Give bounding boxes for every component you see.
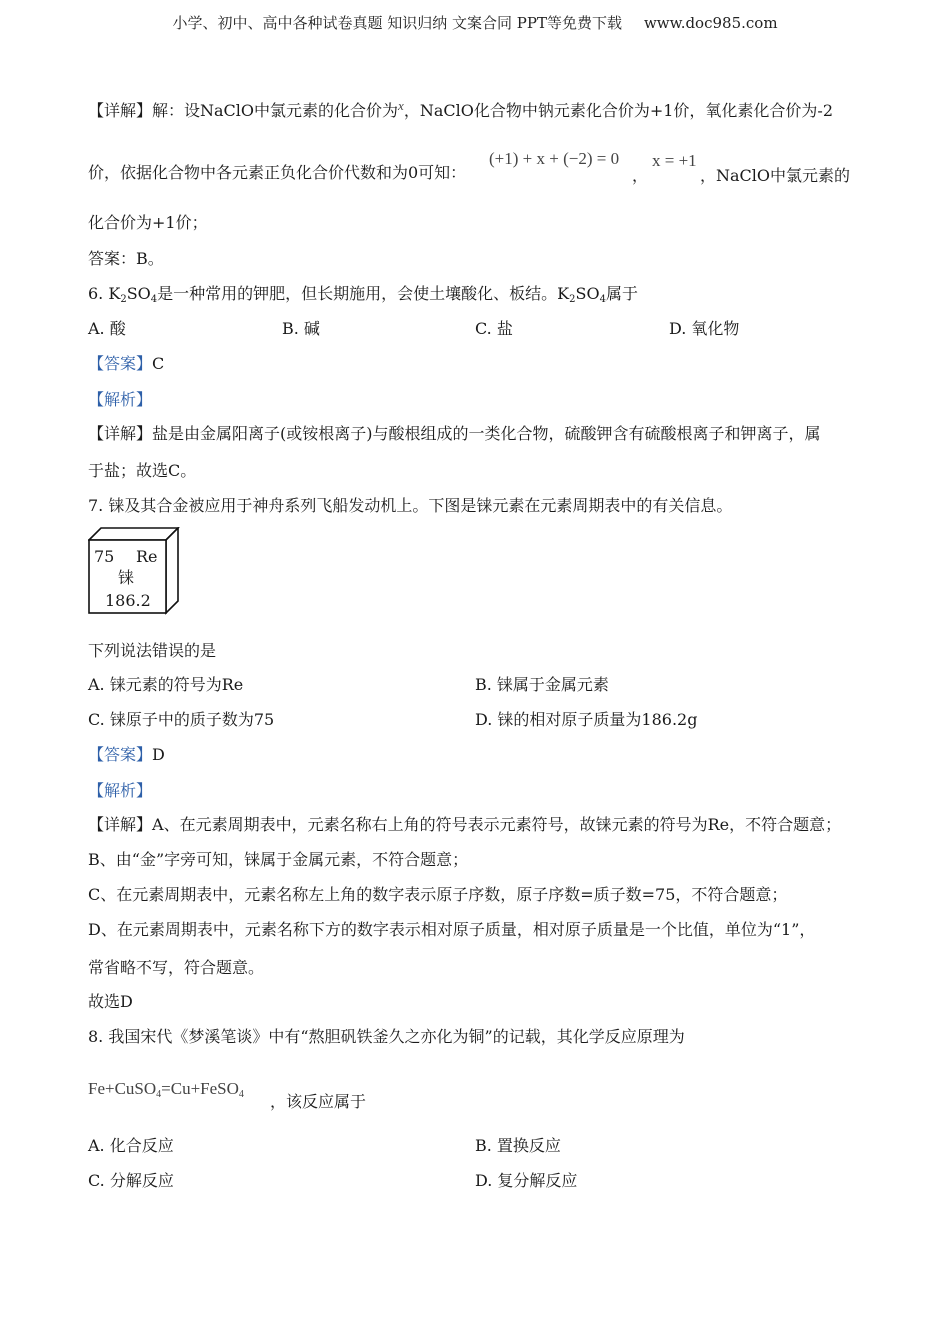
q8-option-b: B. 置换反应 <box>475 1136 561 1155</box>
element-name: 铼 <box>118 568 135 587</box>
q8-option-d: D. 复分解反应 <box>475 1171 578 1190</box>
q7-detail-d2: 常省略不写，符合题意。 <box>88 958 265 977</box>
q8-equation: Fe+CuSO$_4$=Cu+FeSO$_4$ <box>88 1079 244 1100</box>
periodic-element-card <box>88 527 180 615</box>
q7-option-d: D. 铼的相对原子质量为186.2g <box>475 710 698 729</box>
q7-option-b: B. 铼属于金属元素 <box>475 675 609 694</box>
q5-detail-line-1: 【详解】解：设NaClO中氯元素的化合价为$^x$，NaClO化合物中钠元素化合价为+1价，氧化素化合价为-2 <box>88 98 834 120</box>
q6-answer: 【答案】C <box>88 354 165 373</box>
q5-detail-line-3: 化合价为+1价； <box>88 213 208 232</box>
header-text: 小学、初中、高中各种试卷真题 知识归纳 文案合同 PPT等免费下载 <box>172 14 622 32</box>
q8-equation-tail: ，该反应属于 <box>270 1092 367 1111</box>
equation-sum: (+1) + x + (−2) = 0 <box>489 149 620 168</box>
q7-prompt: 下列说法错误的是 <box>88 641 217 660</box>
answer-bracket: 【答案】 <box>88 745 153 764</box>
atomic-mass: 186.2 <box>105 591 151 610</box>
q6-option-b: B. 碱 <box>282 319 320 338</box>
header-url[interactable]: www.doc985.com <box>643 14 778 32</box>
q7-answer: 【答案】D <box>88 745 165 764</box>
q6-analysis: 【解析】 <box>88 390 153 409</box>
q7-option-a: A. 铼元素的符号为Re <box>88 675 244 694</box>
answer-bracket: 【答案】 <box>88 354 153 373</box>
page-header <box>0 12 950 33</box>
q8-stem: 8. 我国宋代《梦溪笔谈》中有“熬胆矾铁釜久之亦化为铜”的记载，其化学反应原理为 <box>88 1027 685 1046</box>
comma: ， <box>632 166 649 185</box>
q7-stem: 7. 铼及其合金被应用于神舟系列飞船发动机上。下图是铼元素在元素周期表中的有关信息。 <box>88 496 733 515</box>
q6-detail-1: 【详解】盐是由金属阳离子(或铵根离子)与酸根组成的一类化合物，硫酸钾含有硫酸根离子和钾离子，属 <box>88 424 821 443</box>
q8-option-a: A. 化合反应 <box>88 1136 174 1155</box>
q6-stem: 6. $K_2SO_4$是一种常用的钾肥，但长期施用，会使土壤酸化、板结。$K_2SO_4$属于 <box>88 284 638 305</box>
q8-option-c: C. 分解反应 <box>88 1171 174 1190</box>
element-symbol: Re <box>136 547 158 566</box>
q7-detail-b: B、由“金”字旁可知，铼属于金属元素，不符合题意； <box>88 850 469 869</box>
detail-bracket: 【详解】 <box>88 101 153 120</box>
q7-option-c: C. 铼原子中的质子数为75 <box>88 710 275 729</box>
q6-option-d: D. 氧化物 <box>669 319 740 338</box>
q7-detail-c: C、在元素周期表中，元素名称左上角的数字表示原子序数，原子序数=质子数=75，不符合题意； <box>88 885 788 904</box>
q6-detail-2: 于盐；故选C。 <box>88 461 197 480</box>
equation-result: x = +1 <box>652 151 697 170</box>
q7-detail-d1: D、在元素周期表中，元素名称下方的数字表示相对原子质量，相对原子质量是一个比值，单位为“1”， <box>88 920 816 939</box>
math-var-x: x <box>398 98 404 113</box>
q5-line-2-tail: ，NaClO中氯元素的 <box>700 166 851 185</box>
q7-detail-a: 【详解】A、在元素周期表中，元素名称右上角的符号表示元素符号，故铼元素的符号为Re，不符合题意； <box>88 815 842 834</box>
q5-detail-line-2: 价，依据化合物中各元素正负化合价代数和为0可知： <box>88 163 467 182</box>
q7-analysis: 【解析】 <box>88 781 153 800</box>
atomic-number: 75 <box>94 547 115 566</box>
q6-option-a: A. 酸 <box>88 319 126 338</box>
q6-option-c: C. 盐 <box>475 319 513 338</box>
q5-answer: 答案：B。 <box>88 249 164 268</box>
q7-conclusion: 故选D <box>88 992 133 1011</box>
